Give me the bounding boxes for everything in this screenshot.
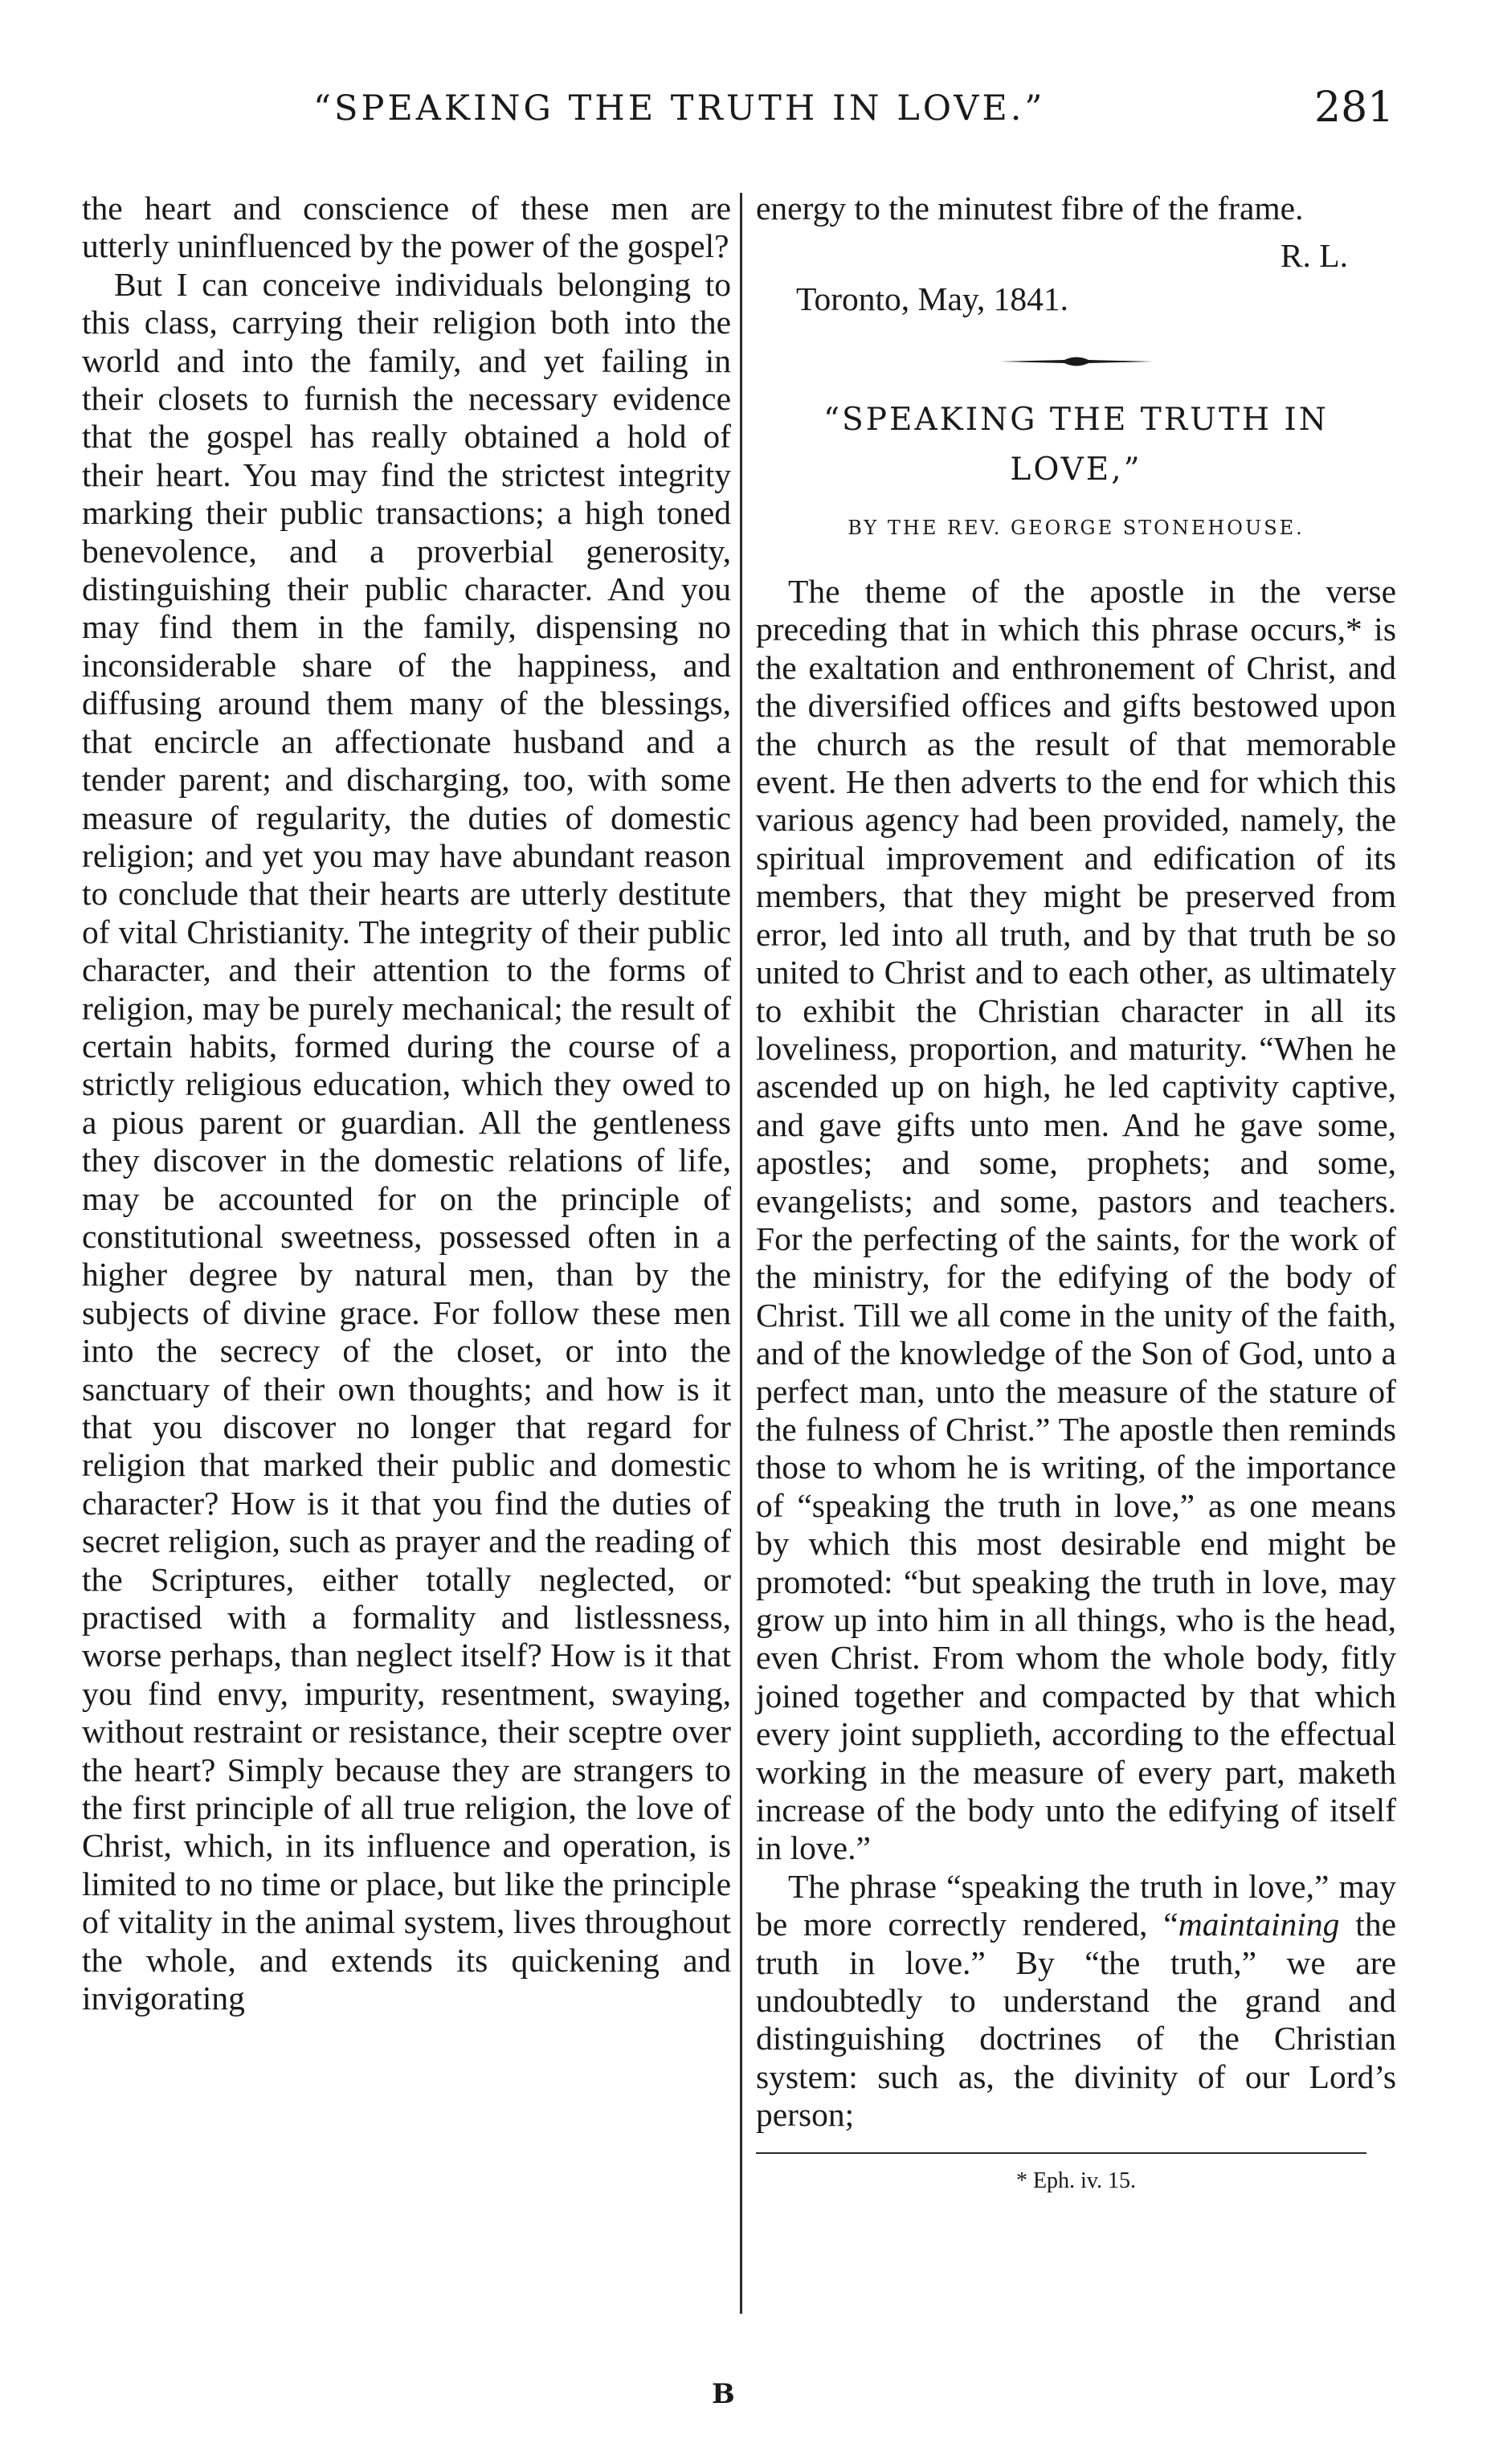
page-number: 281 [1314, 84, 1395, 132]
author-initials: R. L. [1280, 237, 1348, 275]
footnote: * Eph. iv. 15. [1015, 2168, 1137, 2193]
column-divider [740, 193, 742, 2314]
running-header [0, 84, 1495, 153]
signature-mark: B [712, 2378, 735, 2410]
paragraph-2-start: The phrase “speaking the truth in love,” may be more correctly rendered, “ [756, 1867, 1396, 1943]
running-title: “SPEAKING THE TRUTH IN LOVE.” [313, 88, 1046, 129]
ornament-divider-icon [756, 341, 1396, 378]
article-title-line-2: LOVE,” [1010, 451, 1142, 488]
paragraph-2-end: the truth in love.” By “the truth,” we are undoubtedly to understand the grand and distinguishing doctrines of the Christian system: such as, the divinity of our Lord’s person; [756, 1906, 1396, 2134]
left-column [82, 190, 731, 2323]
article-title-line-1: “SPEAKING THE TRUTH IN [823, 401, 1329, 438]
left-paragraph-1: the heart and conscience of these men are utterly uninfluenced by the power of the gospel? [82, 190, 731, 265]
right-paragraph-1: The theme of the apostle in the verse preceding that in which this phrase occurs,* is the exaltation and enthronement of Christ, and the diversified offices and gifts bestowed upon the church as the result of that memorable event. He then adverts to the end for which this various agency had been provided, namely, the spiritual improvement and edification of its members, that they might be preserved from error, led into all truth, and by that truth be so united to Christ and to each other, as ultimately to exhibit the Christian character in all its loveliness, proportion, and maturity. “When he ascended up on high, he led captivity captive, and gave gifts unto men. And he gave some, apostles; and some, prophets; and some, evangelists; and some, pastors and teachers. For the perfecting of the saints, for the work of the ministry, for the edifying of the body of Christ. Till we all come in the unity of the faith, and of the knowledge of the Son of God, unto a perfect man, unto the measure of the stature of the fulness of Christ.” The apostle then reminds those to whom he is writing, of the importance of “speaking the truth in love,” as one means by which this most desirable end might be promoted: “but speaking the truth in love, may grow up into him in all things, who is the head, even Christ. From whom the whole body, fitly joined together and compacted by that which every joint supplieth, according to the effectual working in the measure of every part, maketh increase of the body unto the edifying of itself in love.” [756, 573, 1396, 1867]
left-paragraph-2: But I can conceive individuals belonging to this class, carrying their religion both into the world and into the family, and yet failing in their closets to furnish the necessary evidence that the gospel has really obtained a hold of their heart. You may find the strictest integrity marking their public transactions; a high toned benevolence, and a proverbial generosity, distinguishing their public character. And you may find them in the family, dispensing no inconsiderable share of the happiness, and diffusing around them many of the blessings, that encircle an affectionate husband and a tender parent; and discharging, too, with some measure of regularity, the duties of domestic religion; and yet you may have abundant reason to conclude that their hearts are utterly destitute of vital Christianity. The integrity of their public character, and their attention to the forms of religion, may be purely mechanical; the result of certain habits, formed during the course of a strictly religious education, which they owed to a pious parent or guardian. All the gentleness they discover in the domestic relations of life, may be accounted for on the principle of constitutional sweetness, possessed often in a higher degree by natural men, than by the subjects of divine grace. For follow these men into the secrecy of the closet, or into the sanctuary of their own thoughts; and how is it that you discover no longer that regard for religion that marked their public and domestic character? How is it that you find the duties of secret religion, such as prayer and the reading of the Scriptures, either totally neglected, or practised with a formality and listlessness, worse perhaps, than neglect itself? How is it that you find envy, impurity, resentment, swaying, without restraint or resistance, their sceptre over the heart? Simply because they are strangers to the first principle of all true religion, the love of Christ, which, in its influence and operation, is limited to no time or place, but like the principle of vitality in the animal system, lives throughout the whole, and extends its quickening and invigorating [82, 265, 731, 2017]
byline: BY THE REV. GEORGE STONEHOUSE. [848, 516, 1305, 539]
right-paragraph-2 [756, 1868, 1396, 2135]
italic-word: maintaining [1178, 1906, 1340, 1943]
footnote-rule [756, 2152, 1366, 2154]
right-column [756, 190, 1396, 2200]
place-date: Toronto, May, 1841. [796, 280, 1069, 317]
continuation-text: energy to the minutest fibre of the frame. [756, 190, 1304, 227]
